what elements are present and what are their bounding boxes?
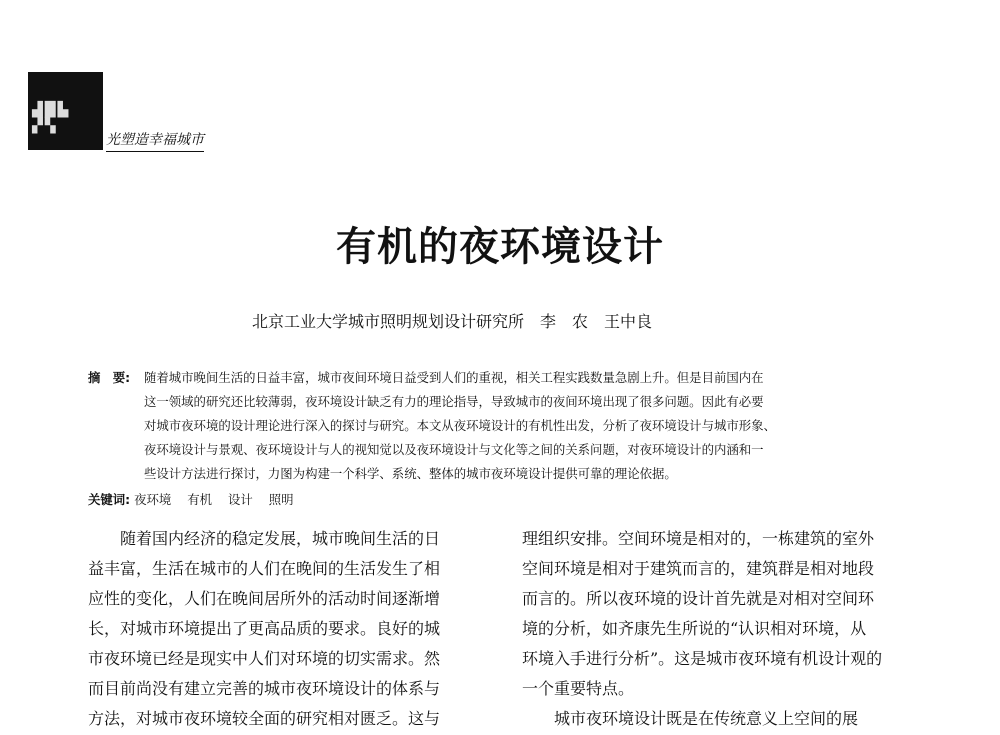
body-line: 而言的。所以夜环境的设计首先就是对相对空间环	[522, 589, 875, 608]
body-line: 空间环境是相对于建筑而言的，建筑群是相对地段	[522, 559, 875, 578]
article-title: 有机的夜环境设计	[336, 224, 664, 270]
keyword: 夜环境	[134, 492, 172, 507]
body-line: 益丰富，生活在城市的人们在晚间的生活发生了相	[88, 559, 441, 578]
section-logo-image	[28, 72, 103, 150]
keywords-label: 关键词:	[88, 492, 131, 507]
abstract-label: 摘 要:	[88, 370, 131, 385]
body-line: 环境入手进行分析”。这是城市夜环境有机设计观的	[522, 649, 883, 668]
abstract-line: 对城市夜环境的设计理论进行深入的探讨与研究。本文从夜环境设计的有机性出发，分析了夜环境设计与城市形象、	[144, 418, 776, 433]
abstract-line: 些设计方法进行探讨，力图为构建一个科学、系统、整体的城市夜环境设计提供可靠的理论依据。	[144, 466, 677, 481]
keyword: 有机	[187, 492, 212, 507]
keyword: 设计	[227, 492, 253, 507]
body-line: 随着国内经济的稳定发展，城市晚间生活的日	[88, 529, 441, 548]
body-line: 一个重要特点。	[522, 679, 635, 698]
abstract-line: 夜环境设计与景观、夜环境设计与人的视知觉以及夜环境设计与文化等之间的关系问题，对夜环境设计的内涵和一	[144, 442, 764, 457]
keywords	[88, 490, 305, 508]
section-label: 光塑造幸福城市	[106, 129, 204, 152]
body-line: 境的分析，如齐康先生所说的“认识相对环境，从	[522, 619, 867, 638]
abstract	[88, 366, 918, 486]
abstract-line: 这一领域的研究还比较薄弱，夜环境设计缺乏有力的理论指导，导致城市的夜间环境出现了很多问题。因此有必要	[144, 394, 764, 409]
authors-line: 北京工业大学城市照明规划设计研究所 李 农 王中良	[252, 312, 653, 331]
body-line: 市夜环境已经是现实中人们对环境的切实需求。然	[88, 649, 441, 668]
body-line: 应性的变化，人们在晚间居所外的活动时间逐渐增	[88, 589, 441, 608]
body-line: 方法，对城市夜环境较全面的研究相对匮乏。这与	[88, 709, 441, 728]
body-line: 理组织安排。空间环境是相对的，一栋建筑的室外	[522, 529, 875, 548]
abstract-line: 随着城市晚间生活的日益丰富，城市夜间环境日益受到人们的重视，相关工程实践数量急剧上升。但是目前国内在	[144, 370, 764, 385]
body-line: 长，对城市环境提出了更高品质的要求。良好的城	[88, 619, 441, 638]
keyword: 照明	[268, 492, 294, 507]
city-silhouette-icon: ▟█▙ ▞▚	[32, 102, 71, 134]
body-line: 而目前尚没有建立完善的城市夜环境设计的体系与	[88, 679, 441, 698]
body-column-right	[522, 524, 917, 734]
body-line: 城市夜环境设计既是在传统意义上空间的展	[522, 709, 859, 728]
body-column-left	[88, 524, 488, 734]
